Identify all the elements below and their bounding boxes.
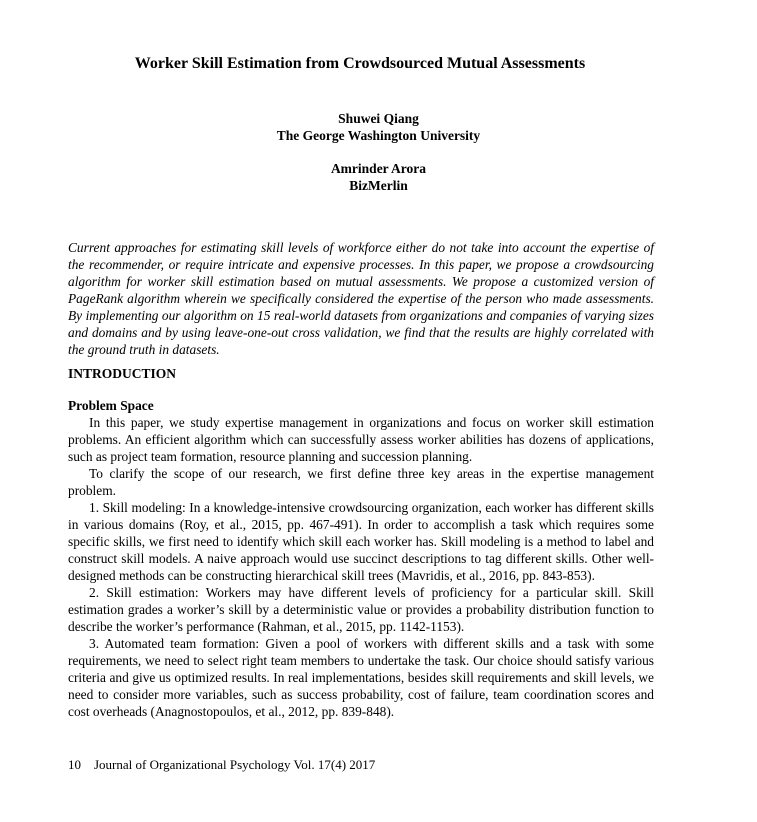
author-1 [0,110,757,144]
page-number: 10 [68,757,81,772]
subsection-heading: Problem Space [68,398,154,413]
author-affiliation: BizMerlin [349,178,408,193]
author-name: Shuwei Qiang [338,111,419,126]
author-name: Amrinder Arora [330,161,427,176]
paragraph: 3. Automated team formation: Given a pool of workers with different skills and a task with some requirements, we need to select right team members to undertake the task. Our choice should satisfy various criteria and give us optimized results. In real implementations, besides skill requirements and skill levels, we need to consider more variables, such as success probability, cost of failure, team coordination scores and cost overheads (Anagnostopoulos, et al., 2012, pp. 839-848). [68,636,654,719]
paragraph: 2. Skill estimation: Workers may have different levels of proficiency for a particular skill. Skill estimation grades a worker’s skill by a deterministic value or provides a probability distribution function to describe the worker’s performance (Rahman, et al., 2015, pp. 1142-1153). [68,585,654,634]
paragraph: In this paper, we study expertise management in organizations and focus on worker skill estimation problems. An efficient algorithm which can successfully assess worker abilities has dozens of applications, such as project team formation, resource planning and succession planning. [68,415,654,464]
paragraph: 1. Skill modeling: In a knowledge-intensive crowdsourcing organization, each worker has different skills in various domains (Roy, et al., 2015, pp. 467-491). In order to accomplish a task which requires some specific skills, we first need to identify which skill each worker has. Skill modeling is a method to label and construct skill models. A naive approach would use succinct descriptions to tag different skills. Other well-designed methods can be constructing hierarchical skill trees (Mavridis, et al., 2016, pp. 843-853). [68,500,654,583]
body-text [68,397,654,720]
section-heading: INTRODUCTION [68,366,177,381]
author-2 [0,160,757,194]
author-affiliation: The George Washington University [276,128,481,143]
paragraph: To clarify the scope of our research, we first define three key areas in the expertise management problem. [68,466,654,498]
journal-citation: Journal of Organizational Psychology Vol. 17(4) 2017 [94,757,376,772]
page-footer [68,757,375,773]
abstract: Current approaches for estimating skill levels of workforce either do not take into account the expertise of the recommender, or require intricate and expensive processes. In this paper, we propose a crowdsourcing algorithm for worker skill estimation based on mutual assessments. We propose a customized version of PageRank algorithm wherein we specifically considered the expertise of the person who made assessments. By implementing our algorithm on 15 real-world datasets from organizations and companies of varying sizes and domains and by using leave-one-out cross validation, we find that the results are highly correlated with the ground truth in datasets. [68,240,654,357]
paper-title: Worker Skill Estimation from Crowdsourced Mutual Assessments [134,55,586,72]
